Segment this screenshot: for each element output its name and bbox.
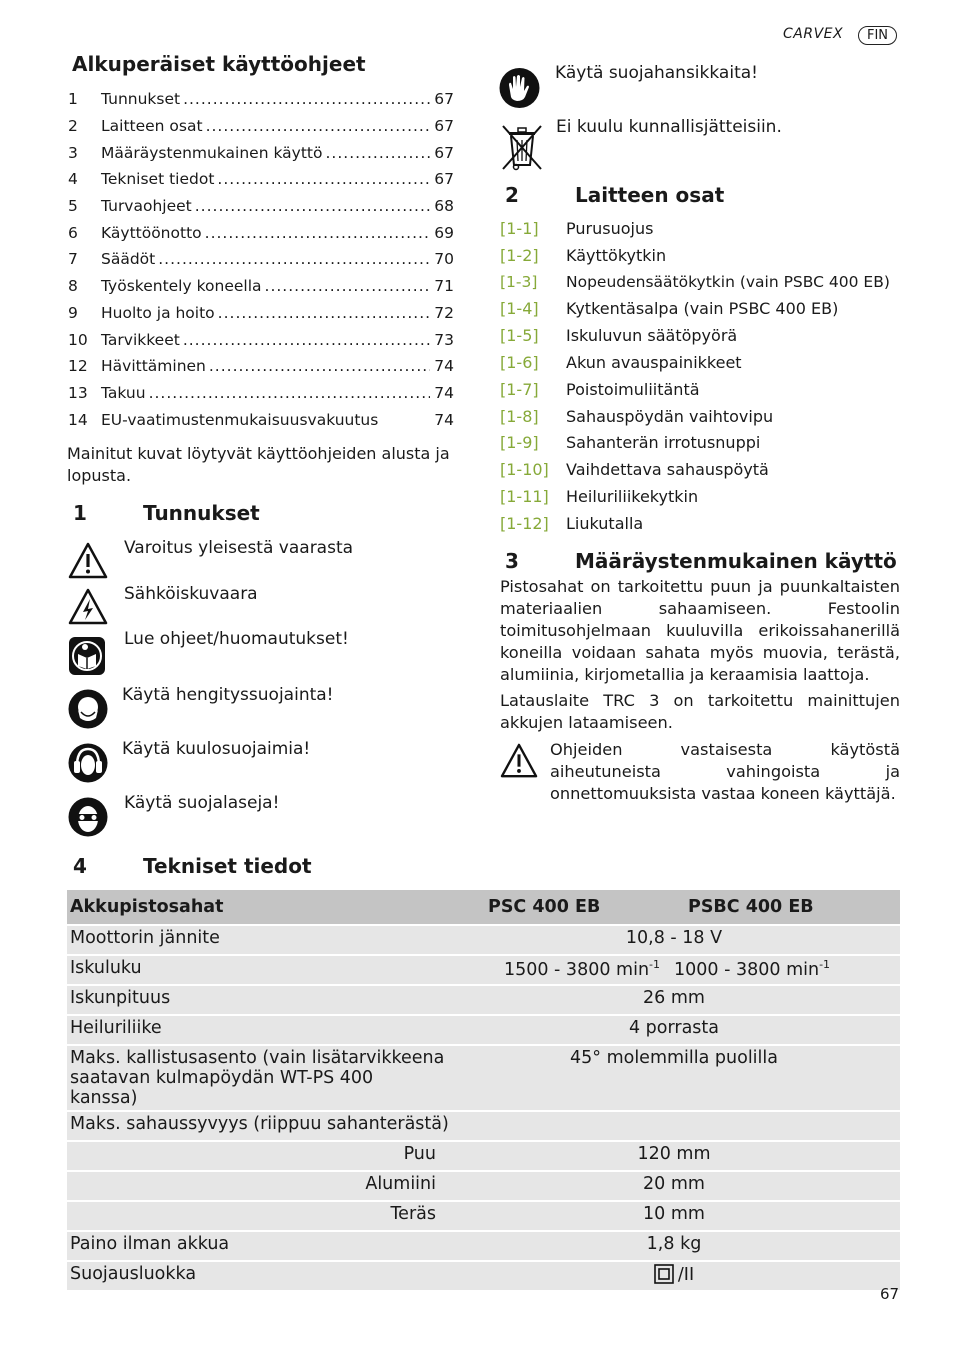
toc-item-page: 73 <box>434 331 454 349</box>
symbol-label-ear: Käytä kuulosuojaimia! <box>122 739 311 759</box>
row-value: 10,8 - 18 V <box>448 925 900 955</box>
toc-item-page: 74 <box>434 357 454 375</box>
toc-item-title: Määräystenmukainen käyttö <box>101 144 323 162</box>
toc-item[interactable] <box>68 327 454 353</box>
toc-item-page: 67 <box>434 144 454 162</box>
toc-item[interactable] <box>68 86 454 112</box>
row-label: Heiluriliike <box>67 1015 448 1045</box>
toc-item-page: 71 <box>434 277 454 295</box>
part-reference: [1-3] <box>500 273 538 292</box>
toc-item-page: 67 <box>434 170 454 188</box>
header-psbc: PSBC 400 EB <box>668 890 900 925</box>
gloves-icon <box>499 67 540 109</box>
symbol-label-gloves: Käytä suojahansikkaita! <box>555 63 758 83</box>
parts-list-item <box>500 510 643 537</box>
parts-list-item <box>500 403 773 430</box>
warning-triangle-icon <box>68 542 108 580</box>
toc-item-number: 2 <box>68 117 78 135</box>
charger-paragraph: Latauslaite TRC 3 on tarkoitettu mainittujen akkujen lataamiseen. <box>500 691 900 732</box>
part-reference: [1-5] <box>500 326 539 346</box>
figure-note: Mainitut kuvat löytyvät käyttöohjeiden alusta ja lopusta. <box>67 444 450 485</box>
symbol-label-manual: Lue ohjeet/huomautukset! <box>124 629 349 649</box>
toc-item-title: Tunnukset <box>101 90 181 108</box>
row-label: Moottorin jännite <box>67 925 448 955</box>
row-value: 26 mm <box>448 985 900 1015</box>
intended-use-paragraph: Pistosahat on tarkoitettu puun ja puunkaltaisten materiaalien sahaamiseen. Festoolin toimitusohjelmaan kuuluvilla erikoissahanerillä koneilla voidaan sahata myös muovia, terästä, alumiinia, kirjometallia ja keraamisia laattoja. <box>500 577 900 684</box>
part-label: Nopeudensäätökytkin (vain PSBC 400 EB) <box>566 273 890 292</box>
toc-item-page: 72 <box>434 304 454 322</box>
toc-item-title: Huolto ja hoito <box>101 304 215 322</box>
part-label: Akun avauspainikkeet <box>566 353 742 372</box>
toc-item-number: 14 <box>68 411 88 429</box>
toc-leader-dots <box>195 197 430 215</box>
row-value: /II <box>448 1261 900 1290</box>
toc-item-number: 3 <box>68 144 78 162</box>
respirator-icon <box>68 688 108 730</box>
toc-item-title: Säädöt <box>101 250 156 268</box>
row-label: Iskunpituus <box>67 985 448 1015</box>
toc-leader-dots <box>209 357 430 375</box>
toc-item[interactable] <box>68 246 454 272</box>
toc-item-page: 74 <box>434 411 454 429</box>
row-label: Puu <box>67 1141 448 1171</box>
table-row <box>67 1141 900 1171</box>
row-label: Teräs <box>67 1201 448 1231</box>
toc-leader-dots <box>158 250 430 268</box>
toc-item-title: Turvaohjeet <box>101 197 192 215</box>
parts-list-item <box>500 269 890 296</box>
toc-leader-dots <box>183 331 430 349</box>
toc-item-title: Laitteen osat <box>101 117 203 135</box>
toc-item-number: 8 <box>68 277 78 295</box>
row-label: Maks. sahaussyvyys (riippuu sahanterästä) <box>67 1111 900 1141</box>
toc-item[interactable] <box>68 407 454 433</box>
symbol-label-respirator: Käytä hengityssuojainta! <box>122 685 334 705</box>
section2-title: Laitteen osat <box>575 183 725 207</box>
table-row <box>67 1111 900 1141</box>
table-row <box>67 1261 900 1290</box>
table-row <box>67 1231 900 1261</box>
toc-item-page: 67 <box>434 117 454 135</box>
part-label: Iskuluvun säätöpyörä <box>566 326 738 346</box>
toc-item-number: 5 <box>68 197 78 215</box>
toc-item-title: EU-vaatimustenmukaisuusvakuutus <box>101 411 379 429</box>
parts-list-item <box>500 322 737 349</box>
toc-item[interactable] <box>68 140 454 166</box>
safety-glasses-icon <box>68 796 108 838</box>
warning-triangle-icon <box>500 743 538 779</box>
toc-item[interactable] <box>68 166 454 192</box>
toc-item-number: 10 <box>68 331 88 349</box>
toc-item-page: 70 <box>434 250 454 268</box>
part-reference: [1-4] <box>500 299 539 319</box>
part-label: Sahauspöydän vaihtovipu <box>566 406 774 426</box>
part-label: Käyttökytkin <box>566 245 667 265</box>
toc-item-title: Takuu <box>101 384 146 402</box>
toc-leader-dots <box>206 117 430 135</box>
toc-item[interactable] <box>68 113 454 139</box>
part-reference: [1-9] <box>500 433 539 453</box>
toc-item-page: 67 <box>434 90 454 108</box>
part-reference: [1-2] <box>500 245 539 265</box>
part-reference: [1-1] <box>500 219 539 238</box>
header-product: Akkupistosahat <box>67 890 448 925</box>
part-reference: [1-6] <box>500 353 539 372</box>
toc-item-number: 4 <box>68 170 78 188</box>
part-label: Poistoimuliitäntä <box>566 379 700 399</box>
table-row <box>67 955 900 985</box>
parts-list-item <box>500 215 653 242</box>
part-label: Liukutalla <box>566 513 644 533</box>
toc-item-number: 9 <box>68 304 78 322</box>
toc-item-title: Hävittäminen <box>101 357 206 375</box>
toc-item-title: Työskentely koneella <box>101 277 262 295</box>
table-row <box>67 925 900 955</box>
table-row <box>67 1201 900 1231</box>
electric-shock-icon <box>68 588 108 626</box>
section3-title: Määräystenmukainen käyttö <box>575 549 897 573</box>
section2-number: 2 <box>505 183 519 207</box>
symbol-label-bin: Ei kuulu kunnallisjätteisiin. <box>556 117 782 137</box>
row-value: 20 mm <box>448 1171 900 1201</box>
toc-item-page: 69 <box>434 224 454 242</box>
parts-list-item <box>500 429 760 456</box>
toc-leader-dots <box>265 277 430 295</box>
section3-number: 3 <box>505 549 519 573</box>
row-value: 1,8 kg <box>448 1231 900 1261</box>
part-label: Heiluriliikekytkin <box>566 487 699 506</box>
parts-list-item <box>500 242 666 269</box>
part-reference: [1-7] <box>500 379 539 399</box>
table-row <box>67 1171 900 1201</box>
toc-leader-dots <box>149 384 430 402</box>
symbol-label-glasses: Käytä suojalaseja! <box>124 793 280 813</box>
parts-list-item <box>500 295 838 322</box>
toc-item[interactable] <box>68 220 454 246</box>
part-reference: [1-8] <box>500 406 539 426</box>
row-label: Iskuluku <box>67 955 448 985</box>
part-reference: [1-10] <box>500 460 549 480</box>
row-label: Paino ilman akkua <box>67 1231 448 1261</box>
row-value: 45° molemmilla puolilla <box>448 1045 900 1111</box>
row-value: 120 mm <box>448 1141 900 1171</box>
crossed-bin-icon <box>500 123 546 171</box>
ear-protection-icon <box>68 742 108 784</box>
liability-warning: Ohjeiden vastaisesta käytöstä aiheutuneista vahingoista ja onnettomuuksista vastaa koneen käyttäjä. <box>550 740 900 803</box>
toc-item-number: 7 <box>68 250 78 268</box>
tech-spec-table <box>67 890 900 1290</box>
symbol-label-shock: Sähköiskuvaara <box>124 584 258 604</box>
language-badge: FIN <box>858 26 897 45</box>
toc-item-number: 13 <box>68 384 88 402</box>
parts-list-item <box>500 376 700 403</box>
toc-leader-dots <box>205 224 430 242</box>
part-label: Kytkentäsalpa (vain PSBC 400 EB) <box>566 299 839 319</box>
part-label: Vaihdettava sahauspöytä <box>566 460 769 480</box>
part-reference: [1-11] <box>500 487 549 506</box>
toc-leader-dots <box>325 144 430 162</box>
toc-item-title: Tarvikkeet <box>101 331 180 349</box>
toc-item-page: 74 <box>434 384 454 402</box>
toc-item[interactable] <box>68 300 454 326</box>
row-label: Alumiini <box>67 1171 448 1201</box>
section4-title: Tekniset tiedot <box>143 854 312 878</box>
table-row <box>67 985 900 1015</box>
toc-item[interactable] <box>68 353 454 379</box>
toc-title: Alkuperäiset käyttöohjeet <box>72 52 366 76</box>
toc-item[interactable] <box>68 273 454 299</box>
read-manual-icon <box>68 636 106 676</box>
row-value-psbc: 1000 - 3800 $\min^{-1}$ <box>668 955 900 985</box>
toc-item-title: Tekniset tiedot <box>101 170 215 188</box>
toc-item[interactable] <box>68 380 454 406</box>
row-value: 4 porrasta <box>448 1015 900 1045</box>
toc-leader-dots <box>217 170 430 188</box>
toc-item-page: 68 <box>434 197 454 215</box>
brand-name: CARVEX <box>783 26 844 42</box>
parts-list-item <box>500 349 742 376</box>
symbol-label-warning: Varoitus yleisestä vaarasta <box>124 538 354 558</box>
toc-item[interactable] <box>68 193 454 219</box>
part-reference: [1-12] <box>500 513 549 533</box>
section4-number: 4 <box>73 854 87 878</box>
row-value: 10 mm <box>448 1201 900 1231</box>
table-header-row <box>67 890 900 925</box>
parts-list-item <box>500 456 769 483</box>
table-row <box>67 1015 900 1045</box>
part-label: Purusuojus <box>566 219 654 238</box>
toc-item-number: 12 <box>68 357 88 375</box>
part-label: Sahanterän irrotusnuppi <box>566 433 761 453</box>
parts-list-item <box>500 483 698 510</box>
section1-number: 1 <box>73 501 87 525</box>
toc-leader-dots <box>218 304 430 322</box>
toc-item-number: 6 <box>68 224 78 242</box>
header-psc: PSC 400 EB <box>448 890 668 925</box>
toc-item-number: 1 <box>68 90 78 108</box>
row-label: Suojausluokka <box>67 1261 448 1290</box>
row-value-psc: 1500 - 3800 $\min^{-1}$ <box>448 955 668 985</box>
toc-leader-dots <box>183 90 430 108</box>
toc-item-title: Käyttöönotto <box>101 224 202 242</box>
section1-title: Tunnukset <box>143 501 260 525</box>
double-insulation-icon <box>654 1264 674 1284</box>
page-number: 67 <box>880 1285 900 1303</box>
row-label: Maks. kallistusasento (vain lisätarvikkeena saatavan kulmapöydän WT-PS 400 kanssa) <box>67 1045 448 1111</box>
table-row <box>67 1045 900 1111</box>
